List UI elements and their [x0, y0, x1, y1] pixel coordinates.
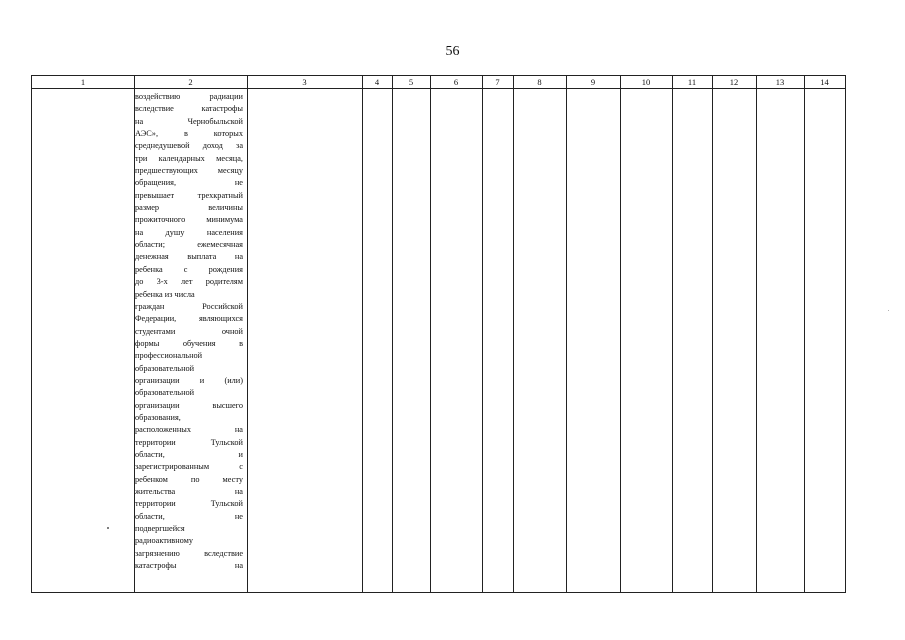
- column-number: 9: [590, 77, 596, 87]
- column-divider: [620, 76, 621, 592]
- text-line: размер величины: [135, 203, 243, 213]
- text-line: жительства на: [135, 487, 243, 496]
- text-line: катастрофы на: [135, 561, 243, 571]
- column-divider: [566, 76, 567, 592]
- text-line: среднедушевой доход за: [135, 141, 243, 151]
- header-row-divider: [32, 88, 845, 89]
- text-line: подвергшейся: [135, 524, 185, 534]
- column-number: 8: [537, 77, 542, 87]
- column-number: 14: [820, 77, 829, 87]
- data-table: [31, 75, 846, 593]
- text-line: три календарных месяца,: [135, 153, 243, 163]
- column-divider: [804, 76, 805, 592]
- text-line: ребенка из числа: [135, 289, 195, 299]
- column-2-cell-text: [135, 91, 243, 572]
- column-divider: [672, 76, 673, 592]
- column-divider: [247, 76, 248, 592]
- text-line: профессиональной: [135, 351, 203, 361]
- text-line: предшествующих месяцу: [135, 166, 243, 176]
- column-divider: [430, 76, 431, 592]
- text-line: ребенком по месту: [135, 474, 243, 484]
- text-line: на душу населения: [135, 227, 243, 237]
- column-number: 11: [687, 77, 697, 87]
- scan-speck: [107, 527, 109, 529]
- text-line: зарегистрированным с: [135, 462, 243, 472]
- text-line: области; ежемесячная: [135, 240, 243, 250]
- text-line: обращения, не: [135, 178, 243, 188]
- column-divider: [482, 76, 483, 592]
- column-divider: [712, 76, 713, 592]
- column-number: 2: [188, 77, 193, 87]
- column-number: 4: [374, 77, 380, 87]
- text-line: граждан Российской: [135, 301, 243, 311]
- text-line: территории Тульской: [135, 499, 243, 509]
- text-line: превышает трехкратный: [135, 190, 243, 200]
- text-line: образования,: [135, 412, 181, 422]
- column-number: 1: [80, 77, 86, 87]
- scan-speck: [888, 310, 889, 311]
- text-line: вследствие катастрофы: [135, 104, 243, 114]
- column-number: 3: [302, 77, 307, 87]
- text-line: организации высшего: [135, 400, 243, 410]
- text-line: загрязнению вследствие: [135, 548, 243, 558]
- text-line: образовательной: [135, 363, 195, 373]
- column-number: 5: [408, 77, 414, 87]
- column-divider: [392, 76, 393, 592]
- page-number: 56: [445, 44, 460, 59]
- column-divider: [513, 76, 514, 592]
- text-line: организации и (или): [135, 375, 243, 385]
- text-line: АЭС», в которых: [135, 129, 243, 139]
- text-line: территории Тульской: [135, 437, 243, 447]
- text-line: образовательной: [135, 388, 195, 398]
- text-line: студентами очной: [135, 326, 243, 336]
- column-number: 10: [641, 77, 651, 87]
- column-number: 12: [729, 77, 739, 87]
- text-line: формы обучения в: [135, 338, 243, 348]
- column-number: 7: [495, 77, 500, 87]
- text-line: радиоактивному: [135, 536, 194, 546]
- text-line: денежная выплата на: [135, 252, 243, 262]
- text-line: области, не: [135, 511, 243, 521]
- text-line: воздействию радиации: [135, 92, 243, 101]
- column-divider: [756, 76, 757, 592]
- text-line: Федерации, являющихся: [135, 314, 243, 324]
- column-divider: [362, 76, 363, 592]
- text-line: на Чернобыльской: [135, 116, 243, 126]
- column-number: 13: [775, 77, 785, 87]
- text-line: прожиточного минимума: [135, 215, 243, 225]
- column-number: 6: [453, 77, 459, 87]
- text-line: до 3-х лет родителям: [135, 277, 243, 287]
- text-line: области, и: [135, 449, 243, 459]
- text-line: ребенка с рождения: [135, 264, 243, 274]
- text-line: расположенных на: [135, 425, 243, 435]
